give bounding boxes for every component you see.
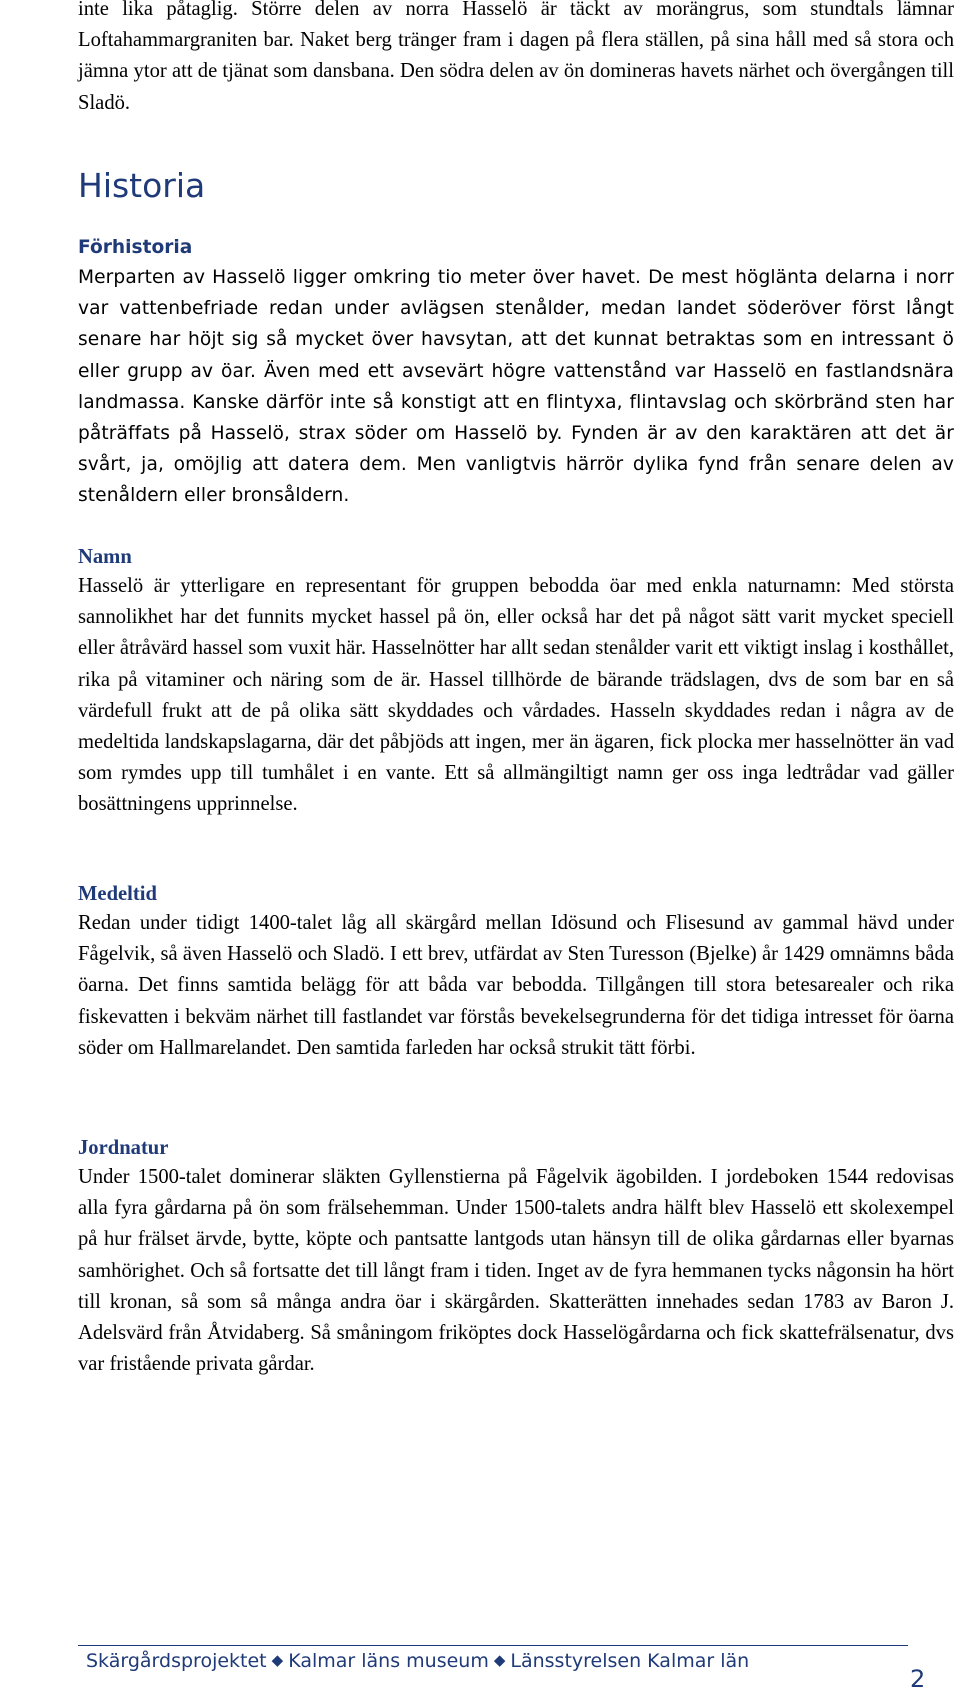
paragraph-medeltid: Redan under tidigt 1400-talet låg all skärgård mellan Idösund och Flisesund av gammal hävd under Fågelvik, så även Hasselö och Sladö. I ett brev, utfärdat av Sten Turesson (Bjelke) år 1429 omnämns båda öarna. Det finns samtida belägg för att båda var bebodda. Tillgången till stora betesarealer och rika fiskevatten i bekväm närhet till fastlandet var förstås bevekelsegrunderna för det tidiga intresset för öarna söder om Hallmarelandet. Den samtida farleden har också strukit tätt förbi. [78, 912, 954, 1059]
footer-museum: Kalmar läns museum [288, 1650, 489, 1672]
paragraph-jordnatur: Under 1500-talet dominerar släkten Gyllenstierna på Fågelvik ägobilden. I jordeboken 1544 redovisas alla fyra gårdarna på ön som frälsehemman. Under 1500-talets andra hälft blev Hasselö ett skolexempel på hur frälset ärvde, bytte, köpte och pantsatte lantgods utan hänsyn till de olika gårdarnas eller byarnas samhörighet. Och så fortsatte det till långt fram i tiden. Inget av de fyra hemmanen tycks någonsin ha hört till kronan, så som så många andra öar i skärgården. Skatterätten innehades sedan 1783 av Baron J. Adelsvärd från Åtvidaberg. Så småningom friköptes dock Hasselögårdarna och fick skattefrälsenatur, dvs var fristående privata gårdar. [78, 1166, 954, 1376]
section-jordnatur [78, 1134, 954, 1380]
page-number: 2 [910, 1665, 926, 1693]
section-medeltid [78, 880, 954, 1064]
heading-forhistoria: Förhistoria [78, 237, 193, 258]
footer [86, 1650, 749, 1672]
footer-divider [78, 1645, 908, 1646]
section-namn [78, 543, 954, 821]
diamond-icon: ◆ [271, 1651, 284, 1669]
paragraph-namn: Hasselö är ytterligare en representant för gruppen bebodda öar med enkla naturnamn: Med största sannolikhet har det funnits mycket hassel på ön, eller också har det på något sätt varit mycket speciell eller åtråvärd hassel som vuxit här. Hasselnötter har allt sedan stenålder varit ett viktigt inslag i kosthållet, rika på vitaminer och näring som de är. Hassel tillhörde de bärande trädslagen, dvs de som bar en så värdefull frukt att de på olika sätt skyddades och vårdades. Hasseln skyddades redan i några av de medeltida landskapslagarna, där det påbjöds att ingen, mer än ägaren, fick plocka mer hasselnötter än vad som rymdes upp till tumhålet i en vante. Ett så allmängiltigt namn ger oss inga ledtrådar vad gäller bosättningens upprinnelse. [78, 575, 954, 816]
section-forhistoria [78, 234, 954, 512]
heading-namn: Namn [78, 546, 132, 568]
footer-project: Skärgårdsprojektet [86, 1650, 267, 1672]
history-header [78, 166, 954, 205]
heading-jordnatur: Jordnatur [78, 1137, 169, 1159]
section-title-historia: Historia [78, 166, 206, 205]
intro-section [78, 0, 954, 119]
footer-lansstyrelsen: Länsstyrelsen Kalmar län [510, 1650, 750, 1672]
paragraph-forhistoria: Merparten av Hasselö ligger omkring tio meter över havet. De mest högläntа delarna i norr var vattenbefriade redan under avlägsen stenålder, medan landet söderöver först långt senare har höjt sig så mycket över havsytan, att det kunnat betraktas som en intressant ö eller grupp av öar. Även med ett avsevärt högre vattenstånd var Hasselö en fastlandsnära landmassa. Kanske därför inte så konstigt att en flintyxa, flintavslag och skörbränd sten har påträffats på Hasselö, strax söder om Hasselö by. Fynden är av den karaktären att det är svårt, ja, omöjlig att datera dem. Men vanligtvis härrör dylika fynd från senare delen av stenåldern eller bronsåldern. [78, 267, 954, 507]
intro-paragraph: inte lika påtaglig. Större delen av norra Hasselö är täckt av morängrus, som stundtals lämnar Loftahammargraniten bar. Naket berg tränger fram i dagen på flera ställen, på sina håll med så stora och jämna ytor att de tjänat som dansbana. Den södra delen av ön domineras havets närhet och övergången till Sladö. [78, 0, 954, 114]
heading-medeltid: Medeltid [78, 883, 157, 905]
diamond-icon: ◆ [493, 1651, 506, 1669]
